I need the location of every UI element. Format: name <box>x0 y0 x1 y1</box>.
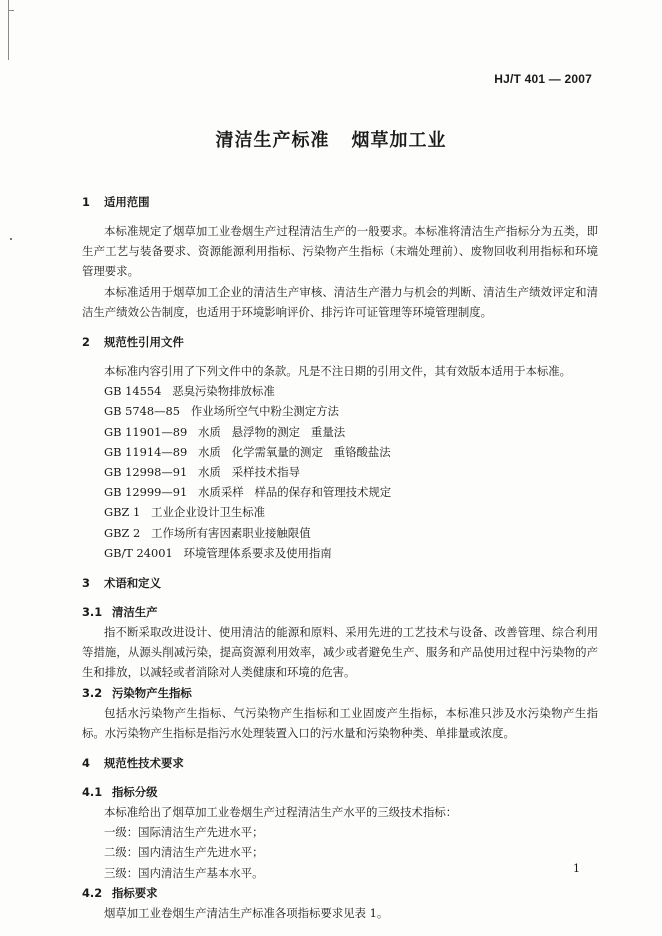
scan-edge-mark <box>8 0 9 60</box>
section-heading <box>82 573 598 593</box>
reference-item: GB/T 24001 环境管理体系要求及使用指南 <box>104 545 332 560</box>
reference-item: GBZ 1 工业企业设计卫生标准 <box>104 505 266 520</box>
paragraph: 本标准内容引用了下列文件中的条款。凡是不注日期的引用文件，其有效版本适用于本标准。 <box>104 364 572 379</box>
title-part-1: 清洁生产标准 <box>215 130 330 151</box>
subsection-title: 指标要求 <box>112 885 158 900</box>
section-title: 规范性引用文件 <box>104 335 184 350</box>
section-heading <box>82 192 598 212</box>
reference-item: GB 5748—85 作业场所空气中粉尘测定方法 <box>104 404 339 419</box>
scan-dot-mark <box>10 238 12 240</box>
subsection-number: 3.2 <box>82 685 103 700</box>
document-code: HJ/T 401 — 2007 <box>494 72 592 86</box>
level-item: 一级：国际清洁生产先进水平； <box>104 825 264 840</box>
section-number: 4 <box>82 756 90 771</box>
paragraph: 本标准规定了烟草加工业卷烟生产过程清洁生产的一般要求。本标准将清洁生产指标分为五类，即生产工艺与装备要求、资源能源利用指标、污染物产生指标（末端处理前）、废物回收利用指标和环境管理要求。 <box>82 224 598 279</box>
subsection-heading <box>82 782 598 802</box>
paragraph: 本标准给出了烟草加工业卷烟生产过程清洁生产水平的三级技术指标： <box>104 805 458 820</box>
section-title: 规范性技术要求 <box>104 756 184 771</box>
section-2 <box>82 332 598 563</box>
section-4 <box>82 753 598 923</box>
subsection-number: 4.2 <box>82 885 103 900</box>
subsection-title: 清洁生产 <box>112 605 158 620</box>
subsection-heading <box>82 602 598 622</box>
title-part-2: 烟草加工业 <box>351 130 447 151</box>
reference-item: GB 11914—89 水质 化学需氧量的测定 重铬酸盐法 <box>104 444 391 459</box>
document-body <box>82 192 598 933</box>
section-number: 1 <box>82 195 90 209</box>
level-item: 二级：国内清洁生产先进水平； <box>104 845 264 860</box>
reference-item: GB 11901—89 水质 悬浮物的测定 重量法 <box>104 424 346 439</box>
reference-item: GB 14554 恶臭污染物排放标准 <box>104 384 275 399</box>
reference-item: GB 12998—91 水质 采样技术指导 <box>104 465 301 480</box>
subsection-heading <box>82 883 598 903</box>
section-1 <box>82 192 598 322</box>
reference-item: GBZ 2 工作场所有害因素职业接触限值 <box>104 525 311 540</box>
scan-tick-mark <box>8 10 14 11</box>
subsection-number: 3.1 <box>82 605 103 620</box>
section-heading <box>82 332 598 352</box>
section-heading <box>82 753 598 773</box>
paragraph: 包括水污染物产生指标、气污染物产生指标和工业固废产生指标，本标准只涉及水污染物产生指标。水污染物产生指标是指污水处理装置入口的污水量和污染物种类、单排量或浓度。 <box>82 705 598 740</box>
subsection-number: 4.1 <box>82 785 103 800</box>
level-item: 三级：国内清洁生产基本水平。 <box>104 865 264 880</box>
paragraph: 指不断采取改进设计、使用清洁的能源和原料、采用先进的工艺技术与设备、改善管理、综合利用等措施，从源头削减污染，提高资源利用效率，减少或者避免生产、服务和产品使用过程中污染物的产生和排放，以减轻或者消除对人类健康和环境的危害。 <box>82 625 598 680</box>
reference-item: GB 12999—91 水质采样 样品的保存和管理技术规定 <box>104 485 392 500</box>
page-title <box>0 126 662 152</box>
paragraph: 本标准适用于烟草加工企业的清洁生产审核、清洁生产潜力与机会的判断、清洁生产绩效评定和清洁生产绩效公告制度，也适用于环境影响评价、排污许可证管理等环境管理制度。 <box>82 284 598 319</box>
section-title: 术语和定义 <box>104 576 161 591</box>
section-number: 3 <box>82 576 90 591</box>
section-number: 2 <box>82 335 90 350</box>
paragraph: 烟草加工业卷烟生产清洁生产标准各项指标要求见表 1。 <box>104 905 389 920</box>
subsection-title: 指标分级 <box>112 785 158 800</box>
subsection-title: 污染物产生指标 <box>112 685 192 700</box>
page-number: 1 <box>573 862 580 875</box>
subsection-heading <box>82 683 598 703</box>
section-title: 适用范围 <box>104 195 150 209</box>
section-3 <box>82 573 598 743</box>
